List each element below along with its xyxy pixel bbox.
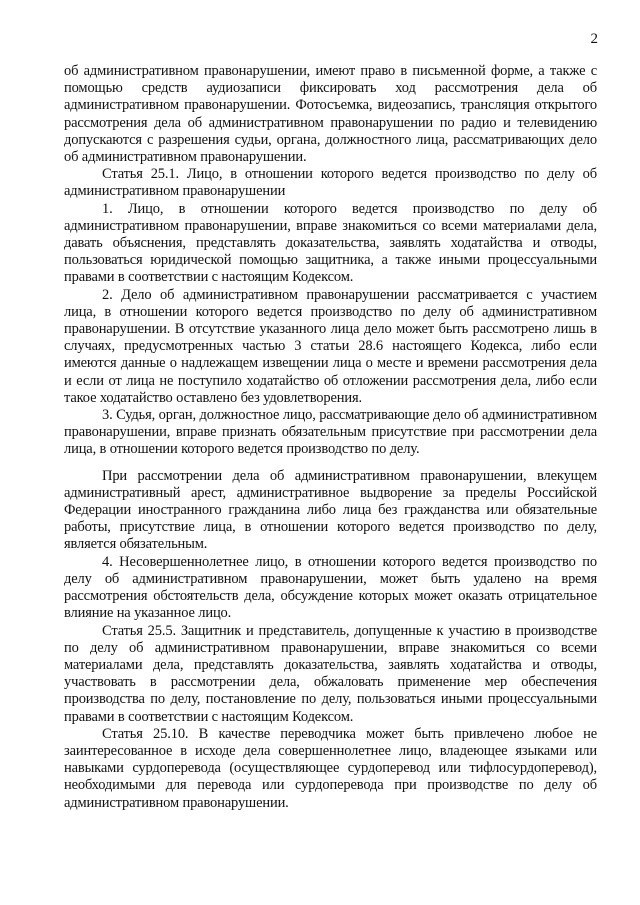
- article-25-1-part-4: 4. Несовершеннолетнее лицо, в отношении которого ведется производство по делу об административном правонарушении, может быть удалено на время рассмотрения обстоятельств дела, обсуждение которых может оказать отрицательное влияние на указанное лицо.: [64, 553, 597, 622]
- article-25-1-heading: Статья 25.1. Лицо, в отношении которого ведется производство по делу об административном правонарушении: [64, 166, 597, 200]
- article-25-5: Статья 25.5. Защитник и представитель, допущенные к участию в производстве по делу об административном правонарушении, вправе знакомиться со всеми материалами дела, представлять доказательства, заявлять ходатайства и отводы, участвовать в рассмотрении дела, обжаловать применение мер обеспечения производства по делу, постановление по делу, пользоваться иными процессуальными правами в соответствии с настоящим Кодексом.: [64, 622, 597, 725]
- page-number: 2: [590, 31, 598, 47]
- article-25-1-part-1: 1. Лицо, в отношении которого ведется производство по делу об административном правонарушении, вправе знакомиться со всеми материалами дела, давать объяснения, представлять доказательства, заявлять ходатайства и отводы, пользоваться юридической помощью защитника, а также иными процессуальными правами в соответствии с настоящим Кодексом.: [64, 200, 597, 286]
- article-25-1-part-3: 3. Судья, орган, должностное лицо, рассматривающие дело об административном правонарушении, вправе признать обязательным присутствие при рассмотрении дела лица, в отношении которого ведется производство по делу.: [64, 407, 597, 458]
- article-25-10: Статья 25.10. В качестве переводчика может быть привлечено любое не заинтересованное в исходе дела совершеннолетнее лицо, владеющее языками или навыками сурдоперевода (осуществляющее сурдоперевод или тифлосурдоперевод), необходимыми для перевода или сурдоперевода при производстве по делу об административном правонарушении.: [64, 725, 597, 811]
- article-25-1-part-2: 2. Дело об административном правонарушении рассматривается с участием лица, в отношении которого ведется производство по делу об административном правонарушении. В отсутствие указанного лица дело может быть рассмотрено лишь в случаях, предусмотренных частью 3 статьи 28.6 настоящего Кодекса, либо если имеются данные о надлежащем извещении лица о месте и времени рассмотрения дела и если от лица не поступило ходатайство об отложении рассмотрения дела, либо если такое ходатайство оставлено без удовлетворения.: [64, 286, 597, 406]
- paragraph-continuation: об административном правонарушении, имеют право в письменной форме, а также с помощью средств аудиозаписи фиксировать ход рассмотрения дела об административном правонарушении. Фотосъемка, видеозапись, трансляция открытого рассмотрения дела об административном правонарушении по радио и телевидению допускаются с разрешения судьи, органа, должностного лица, рассматривающих дело об административном правонарушении.: [64, 63, 597, 166]
- article-25-1-part-3-paragraph-2: При рассмотрении дела об административном правонарушении, влекущем административный арест, административное выдворение за пределы Российской Федерации иностранного гражданина либо лица без гражданства или обязательные работы, присутствие лица, в отношении которого ведется производство по делу, является обязательным.: [64, 467, 597, 553]
- document-body: [64, 63, 597, 812]
